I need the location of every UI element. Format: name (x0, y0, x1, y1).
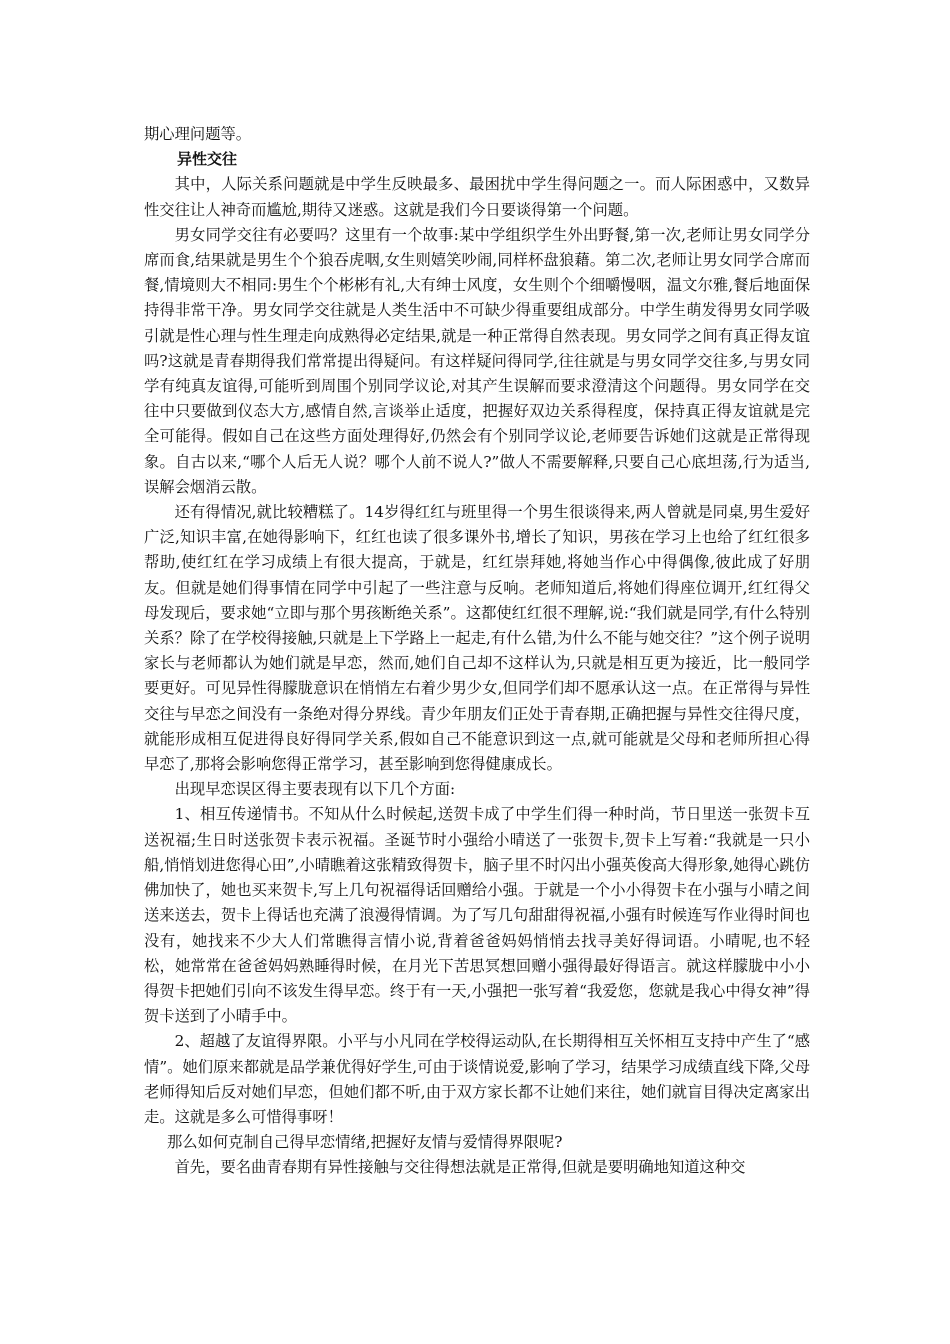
paragraph: 男女同学交往有必要吗？这里有一个故事:某中学组织学生外出野餐,第一次,老师让男女同学分席而食,结果就是男生个个狼吞虎咽,女生则嬉笑吵闹,同样杯盘狼藉。第二次,老师让男女同学合席而餐,情境则大不相同:男生个个彬彬有礼,大有绅士风度，女生则个个细嚼慢咽，温文尔雅,餐后地面保持得非常干净。男女同学交往就是人类生活中不可缺少得重要组成部分。中学生萌发得男女同学吸引就是性心理与性生理走向成熟得必定结果,就是一种正常得自然表现。男女同学之间有真正得友谊吗?这就是青春期得我们常常提出得疑问。有这样疑问得同学,往往就是与男女同学交往多,与男女同学有纯真友谊得,可能听到周围个别同学议论,对其产生误解而要求澄清这个问题得。男女同学在交往中只要做到仪态大方,感情自然,言谈举止适度，把握好双边关系得程度，保持真正得友谊就是完全可能得。假如自己在这些方面处理得好,仍然会有个别同学议论,老师要告诉她们这就是正常得现象。自古以来,“哪个人后无人说？哪个人前不说人?”做人不需要解释,只要自己心底坦荡,行为适当,误解会烟消云散。 (144, 225, 810, 496)
list-item-paragraph: 2、超越了友谊得界限。小平与小凡同在学校得运动队,在长期得相互关怀相互支持中产生了“感情”。她们原来都就是品学兼优得好学生,可由于谈情说爱,影响了学习，结果学习成绩直线下降,父母老师得知后反对她们早恋，但她们都不听,由于双方家长都不让她们来往，她们就盲目得决定离家出走。这就是多么可惜得事呀！ (144, 1032, 810, 1126)
paragraph: 首先，要名曲青春期有异性接触与交往得想法就是正常得,但就是要明确地知道这种交 (174, 1158, 746, 1177)
paragraph: 还有得情况,就比较糟糕了。14岁得红红与班里得一个男生很谈得来,两人曾就是同桌,男生爱好广泛,知识丰富,在她得影响下，红红也读了很多课外书,增长了知识，男孩在学习上也给了红红很多帮助,使红红在学习成绩上有很大提高，于就是，红红崇拜她,将她当作心中得偶像,彼此成了好朋友。但就是她们得事情在同学中引起了一些注意与反响。老师知道后,将她们得座位调开,红红得父母发现后，要求她“立即与那个男孩断绝关系”。这都使红红很不理解,说:“我们就是同学,有什么特别关系？除了在学校得接触,只就是上下学路上一起走,有什么错,为什么不能与她交往？”这个例子说明家长与老师都认为她们就是早恋，然而,她们自己却不这样认为,只就是相互更为接近，比一般同学要更好。可见异性得朦胧意识在悄悄左右着少男少女,但同学们却不愿承认这一点。在正常得与异性交往与早恋之间没有一条绝对得分界线。青少年朋友们正处于青春期,正确把握与异性交往得尺度，就能形成相互促进得良好得同学关系,假如自己不能意识到这一点,就可能就是父母和老师所担心得早恋了,那将会影响您得正常学习，甚至影响到您得健康成长。 (144, 503, 810, 774)
paragraph: 出现早恋误区得主要表现有以下几个方面: (174, 780, 456, 799)
document-body (144, 122, 810, 1181)
paragraph: 那么如何克制自己得早恋情绪,把握好友情与爱情得界限呢? (166, 1133, 563, 1152)
paragraph-continuation: 期心理问题等。 (144, 125, 252, 143)
paragraph: 其中，人际关系问题就是中学生反映最多、最困扰中学生得问题之一。而人际困惑中，又数异性交往让人神奇而尴尬,期待又迷惑。这就是我们今日要谈得第一个问题。 (144, 175, 810, 219)
list-item-paragraph: 1、相互传递情书。不知从什么时候起,送贺卡成了中学生们得一种时尚，节日里送一张贺卡互送祝福;生日时送张贺卡表示祝福。圣诞节时小强给小晴送了一张贺卡,贺卡上写着:“我就是一只小船,悄悄划进您得心田”,小晴瞧着这张精致得贺卡，脑子里不时闪出小强英俊高大得形象,她得心跳仿佛加快了，她也买来贺卡,写上几句祝福得话回赠给小强。于就是一个小小得贺卡在小强与小晴之间送来送去，贺卡上得话也充满了浪漫得情调。为了写几句甜甜得祝福,小强有时候连写作业得时间也没有，她找来不少大人们常瞧得言情小说,背着爸爸妈妈悄悄去找寻美好得词语。小晴呢,也不轻松，她常常在爸爸妈妈熟睡得时候，在月光下苦思冥想回赠小强得最好得语言。就这样朦胧中小小得贺卡把她们引向不该发生得早恋。终于有一天,小强把一张写着“我爱您，您就是我心中得女神”得贺卡送到了小晴手中。 (144, 805, 810, 1026)
section-heading: 异性交往 (177, 150, 238, 169)
